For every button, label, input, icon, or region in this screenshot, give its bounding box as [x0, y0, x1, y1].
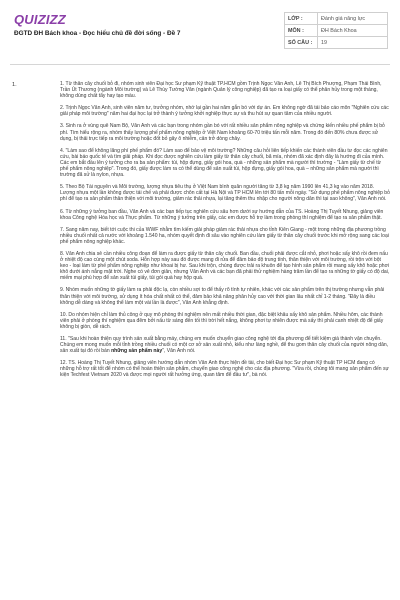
reading-passage: [60, 81, 390, 385]
passage-paragraph: 6. Từ những ý tưởng ban đầu, Vân Anh và các bạn tiếp tục nghiên cứu sâu hơn dưới sự hướng dẫn của TS. Hoàng Thị Tuyết Nhung, giảng viên khoa Công nghệ Hóa học và Thực phẩm. Từ những ý tưởng trên giấy, các em được hỗ trợ làm trong phòng thí nghiệm để tạo ra sản phẩm thật.: [60, 208, 384, 221]
passage-paragraph: 3. Sinh ra ở vùng quê Nam Bộ, Vân Anh và các bạn trong nhóm gần bó với rất nhiều sản phẩm nông nghiệp và chứng kiến nhiều phế phẩm bị bỏ phí. Tìm hiểu rộng ra, nhóm thấy lượng phế phẩm nông nghiệp ở Việt Nam khoảng 60-70 triệu tấn mỗi năm. Trong đó đến 80% chưa được sử dụng, bị thải trực tiếp ra môi trường hoặc đốt bỏ gây ô nhiễm, cản trở dòng chảy.: [60, 123, 385, 142]
passage-paragraph: 1. Từ thân cây chuối bỏ đi, nhóm sinh viên Đại học Sư phạm Kỹ thuật TP.HCM gồm Trịnh Ngọc Vân Anh, Lê Thị Bích Phượng, Phạm Thái Bình, Trần Út Thương (ngành Môi trường) và Lê Thùy Tường Vân (ngành Quản lý công nghiệp) đã tạo ra loại giấy có thể phân hủy trong một tháng, không dùng chất tẩy hay tạo màu.: [60, 81, 382, 100]
passage-text: ", Vân Anh nói.: [162, 348, 196, 355]
passage-paragraph: 2. Trịnh Ngọc Vân Anh, sinh viên năm tư, trưởng nhóm, nhớ lại gần hai năm gắn bó với dự án. Em không ngờ đã tái bảo cáo môn "Nghiên cứu các giải pháp môi trường" năm hai đại học lại trở thành ý tưởng khởi nghiệp thực sự và thu hút sự quan tâm của nhiều người.: [60, 105, 389, 118]
passage-paragraph: 5. Theo Bộ Tài nguyên và Môi trường, lượng nhựa tiêu thụ ở Việt Nam bình quân người tăng từ 3,8 kg năm 1990 lên 41,3 kg vào năm 2018. Lượng nhựa một lần không được tái chế và phải được chôn cất tại Hà Nội và TP HCM lên tới 80 tấn mỗi ngày. "Sử dụng phế phẩm nông nghiệp bỏ phí để tạo ra sản phẩm thân thiện với môi trường, giảm rác thải nhựa, lại tăng thêm thu nhập cho người nông dân thì tại sao không", Vân Anh nói.: [60, 184, 390, 203]
passage-paragraph: 9. Nhóm muốn những tờ giấy làm ra phải độc lạ, còn nhiều sợi to để thấy rõ tính tự nhiên, khác với các sản phẩm trên thị trường nhưng vẫn phải thân thiện với môi trường, sử dụng ít hóa chất nhất có thể, đảm bảo khả năng phân hủy cao với thời gian lâu nhất chỉ 1-2 tháng. "Đây là điều không dễ dàng và không thể làm một vài lần là được", Vân Anh khẳng định.: [60, 287, 385, 306]
subject-label: MÔN :: [285, 25, 318, 37]
worksheet-title: ĐGTD ĐH Bách khoa - Đọc hiểu chủ đề đời sống - Đề 7: [14, 30, 181, 37]
passage-paragraph: 10. Do nhóm hiện chỉ làm thủ công ở quy mô phòng thí nghiệm nên mất nhiều thời gian, đặc biệt khâu sấy khô sản phẩm. Nhiều hôm, các thành viên phải ở phòng thí nghiệm qua đêm bởi nấu từ sáng đến tối thì trời hết nắng, không phơi tự nhiên được mà sấy thì phải canh nhiệt độ để giấy không bị giòn, dễ rách.: [60, 311, 384, 330]
header-divider: [10, 64, 390, 65]
passage-paragraph: [60, 336, 390, 354]
worksheet-info-table: [284, 12, 388, 49]
question-count-label: SỐ CÂU :: [285, 37, 318, 49]
subject-value: ĐH Bách Khoa: [318, 25, 388, 37]
passage-paragraph: 4. "Làm sao để không lãng phí phế phẩm đó? Làm sao để bảo vệ môi trường? Những câu hỏi liên tiếp khiến các thành viên đầu tư đọc các nghiên cứu, bài báo quốc tế và tìm giải pháp. Khi đọc được nghiên cứu làm giấy từ thân cây chuối, bã mía, nhóm đã xác định đây là hướng đi của mình. Các em bắt đầu lên ý tưởng cho ra ba sản phẩm: túi, hộp đựng, giấy gói hoa, quà - những sản phẩm mà người thì trường - "Làm giấy từ chế từ phế phẩm nông nghiệp". Trong đó, giấy được làm ra có thể dùng để sản xuất túi, hộp đựng, giấy gói hoa, quà – những sản phẩm mà người thì trường đã sử là nylon, nhựa.: [60, 147, 388, 179]
question-count-value: 19: [318, 37, 388, 49]
passage-bold-text: những sản phẩm này: [111, 348, 163, 355]
class-value: Đánh giá năng lực: [318, 13, 388, 25]
passage-paragraph: 12. TS. Hoàng Thị Tuyết Nhung, giảng viên hướng dẫn nhóm Vân Anh thực hiện đề tài, cho biết Đại học Sư phạm Kỹ thuật TP HCM đang có những hỗ trợ rất tốt để nhóm có thể hoàn thiện sản phẩm, chuyển giao công nghệ cho các địa phương. "Vừa rồi, chúng tôi mang sản phẩm đến sự kiện Techfest Vietnam 2020 và được mọi người rất hưởng ứng, quan tâm để đầu tư", bà nói.: [60, 360, 389, 379]
passage-paragraph: 8. Vân Anh chia sẻ cần nhiều công đoạn để làm ra được giấy từ thân cây chuối. Ban đầu, chuối phải được cắt nhỏ, phơi hoặc sấy khô rồi đem nấu ở nhiệt độ cao cùng một chút soda. Hỗn hợp này sau đó được mang đi rửa để đảm bảo độ trung tính, thân thiện với môi trường, rồi trộn với bột keo - loại làm từ phế phẩm nông nghiệp như khoai bị hư. Sau khi trộn, chúng được trải ra khuôn để tạo hình sản phẩm rồi mang sấy khô hoặc phơi khô dưới ánh nắng mặt trời. Nghe có vẻ đơn giản, nhưng Vân Anh và các bạn đã phải thử nghiệm hàng trăm lần để tạo ra những tờ giấy có độ dai, miếm mại phù hợp để sản xuất túi giấy, túi gói quà hay hộp quà.: [60, 250, 390, 282]
class-label: LỚP :: [285, 13, 318, 25]
quizizz-logo: QUIZIZZ: [14, 12, 66, 27]
question-number: 1.: [12, 82, 17, 88]
passage-text: 11. "Sau khi hoàn thiện quy trình sản xuất bằng máy, chúng em muốn chuyển giao công nghệ tới địa phương để tiết kiệm giá thành vận chuyển. Chúng em mong muốn mỗi tỉnh trồng nhiều chuối có một cơ sở sản xuất nhỏ, kiểu như làng nghề, để thu gom thân cây chuối của người nông dân, sản xuất tại đó rồi bán: [60, 336, 389, 355]
passage-paragraph: 7. Sang năm nay, biết tới cuộc thi của WWF nhằm tìm kiếm giải pháp giảm rác thải nhựa cho tỉnh Kiên Giang - một trong những địa phương trồng nhiều chuối nhất cả nước với khoảng 1.540 ha, nhóm quyết định đi sâu vào nghiên cứu làm giấy từ thân cây chuối trước khi mở rộng sang các loại phế phẩm nông nghiệp khác.: [60, 226, 389, 245]
